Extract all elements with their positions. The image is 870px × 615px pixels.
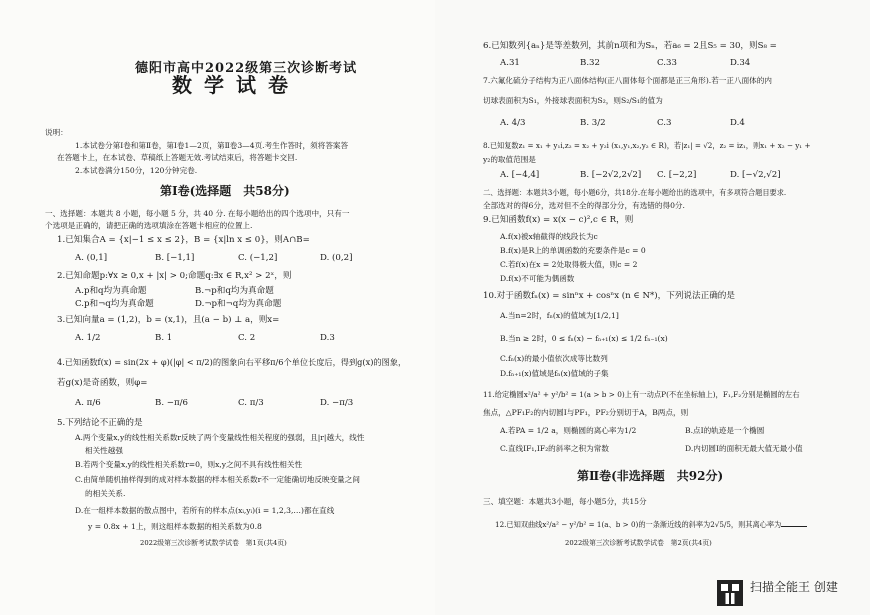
q9-option-a: A.f(x)被x轴截得的线段长为c (500, 232, 598, 241)
q7-option-c: C.3 (657, 118, 672, 128)
q6-option-c: C.33 (657, 58, 677, 68)
q8-option-b: B. [−2√2,2√2] (580, 170, 642, 180)
q2-option-c: C.p和¬q均为真命题 (75, 299, 154, 309)
q1-option-a: A. (0,1] (75, 253, 108, 263)
q7-option-d: D.4 (730, 118, 745, 128)
question-12 (495, 518, 807, 530)
q5-option-b: B.若两个变量x,y的线性相关系数r=0，则x,y之间不具有线性相关性 (75, 460, 303, 469)
q6-option-d: D.34 (730, 58, 751, 68)
question-11a: 11.给定椭圆x²/a² + y²/b² = 1(a > b > 0)上有一动点P(不在坐标轴上)，F₁,F₂分别是椭圆的左右 (483, 390, 800, 399)
q1-option-d: D. (0,2] (320, 253, 353, 263)
q3-option-d: D.3 (320, 333, 335, 343)
question-6: 6.已知数列{aₙ}是等差数列，其前n项和为Sₙ，若a₆ = 2且S₅ = 30，则S₈ = (483, 41, 777, 51)
note-1a: 1.本试卷分第Ⅰ卷和第Ⅱ卷，第Ⅰ卷1—2页，第Ⅱ卷3—4页.考生作答时，须将答案答 (75, 141, 349, 150)
q4-option-c: C. π/3 (238, 398, 264, 408)
q4-option-a: A. π/6 (75, 398, 101, 408)
note-2: 2.本试卷满分150分，120分钟完卷. (75, 166, 198, 175)
q4-option-d: D. −π/3 (320, 398, 354, 408)
exam-page-right (435, 0, 870, 615)
q5-option-c1: C.由简单随机抽样得到的成对样本数据的样本相关系数r不一定能确切地反映变量之间 (75, 475, 360, 484)
question-7a: 7.六氟化硫分子结构为正八面体结构(正八面体每个面都是正三角形).若一正八面体的内 (483, 76, 772, 85)
q6-option-b: B.32 (580, 58, 600, 68)
question-8b: y₂的取值范围是 (483, 155, 536, 164)
q10-option-b: B.当n ≥ 2时，0 ≤ fₙ(x) − fₙ₊₁(x) ≤ 1/2 fₙ₋₁(x) (500, 334, 668, 343)
page-footer-1: 2022级第三次诊断考试数学试卷 第1页(共4页) (140, 539, 287, 547)
q2-option-a: A.p和q均为真命题 (75, 286, 147, 296)
question-9: 9.已知函数f(x) = x(x − c)²,c ∈ R，则 (483, 215, 634, 225)
notes-label: 说明： (45, 128, 68, 137)
question-3: 3.已知向量a = (1,2)，b = (x,1)，且(a − b) ⊥ a，则x= (57, 315, 280, 325)
q6-option-a: A.31 (500, 58, 520, 68)
q11-option-c: C.直线IF₁,IF₂的斜率之积为常数 (500, 444, 609, 453)
q2-option-b: B.¬p和q均为真命题 (195, 286, 274, 296)
q3-option-b: B. 1 (155, 333, 173, 343)
q9-option-b: B.f(x)是R上的单调函数的充要条件是c = 0 (500, 246, 646, 255)
question-4a: 4.已知函数f(x) = sin(2x + φ)(|φ| < π/2)的图象向右平移π/6个单位长度后，得到g(x)的图象， (57, 357, 407, 367)
question-5: 5.下列结论不正确的是 (57, 418, 143, 428)
question-1: 1.已知集合A = {x|−1 ≤ x ≤ 2}，B = {x|ln x ≤ 0}，则A∩B= (57, 235, 310, 245)
q8-option-d: D. [−√2,√2] (730, 170, 781, 180)
q10-option-c: C.fₙ(x)的最小值依次成等比数列 (500, 354, 608, 363)
question-2: 2.已知命题p:∀x ≥ 0,x + |x| > 0;命题q:∃x ∈ R,x² > 2ˣ，则 (57, 271, 292, 281)
q5-option-c2: 的相关关系. (85, 489, 126, 498)
qr-code-icon (717, 580, 743, 606)
q7-option-b: B. 3/2 (580, 118, 606, 128)
part-2-instructions-b: 全部选对的得6分，选对但不全的得部分分，有选错的得0分. (483, 201, 685, 210)
part-2-instructions-a: 二、选择题：本题共3小题，每小题6分，共18分.在每小题给出的选项中，有多项符合题目要求. (483, 188, 787, 197)
section-2-heading: 第Ⅱ卷(非选择题 共92分) (577, 469, 724, 483)
subject-title: 数学试卷 (172, 73, 300, 97)
part-1-instructions-a: 一、选择题：本题共 8 小题，每小题 5 分，共 40 分. 在每小题给出的四个选项中，只有一 (45, 209, 350, 218)
q11-option-d: D.内切圆I的面积无最大值无最小值 (685, 444, 803, 453)
q1-option-b: B. [−1,1] (155, 253, 195, 263)
question-11b: 焦点，△PF₁F₂的内切圆I与PF₁，PF₂分别切于A，B两点，则 (483, 408, 689, 417)
scanner-watermark: 扫描全能王 创建 (750, 580, 838, 594)
question-10: 10.对于函数fₙ(x) = sinⁿx + cosⁿx (n ∈ N*)，下列说法正确的是 (483, 291, 735, 301)
note-1b: 在答题卡上，在本试卷、草稿纸上答题无效.考试结束后，将答题卡交回. (57, 153, 298, 162)
question-12-text: 12.已知双曲线x²/a² − y²/b² = 1(a、b > 0)的一条渐近线的斜率为2√5/5，则其离心率为 (495, 520, 782, 529)
q7-option-a: A. 4/3 (500, 118, 526, 128)
q5-option-a1: A.两个变量x,y的线性相关系数r反映了两个变量线性相关程度的强弱，且|r|越大，线性 (75, 433, 365, 442)
q1-option-c: C. (−1,2] (238, 253, 278, 263)
q3-option-a: A. 1/2 (75, 333, 101, 343)
q8-option-c: C. [−2,2] (657, 170, 697, 180)
q5-option-a2: 相关性越强 (85, 446, 123, 455)
page-footer-2: 2022级第三次诊断考试数学试卷 第2页(共4页) (565, 539, 712, 547)
part-3-instructions: 三、填空题：本题共3小题，每小题5分，共15分 (483, 497, 647, 506)
question-4b: 若g(x)是奇函数，则φ= (57, 378, 148, 388)
q10-option-a: A.当n=2时，fₙ(x)的值域为[1/2,1] (500, 311, 619, 320)
q11-option-a: A.若PA = 1/2 a，则椭圆的离心率为1/2 (500, 426, 637, 435)
q4-option-b: B. −π/6 (155, 398, 188, 408)
q9-option-d: D.f(x)不可能为偶函数 (500, 274, 575, 283)
q11-option-b: B.点I的轨迹是一个椭圆 (685, 426, 765, 435)
question-8a: 8.已知复数z₁ = x₁ + y₁i,z₂ = x₂ + y₂i (x₁,y₁,x₂,y₂ ∈ R)，若|z₁| = √2，z₂ = iz₁，则x₁ + x₂ − y₁ + (483, 141, 811, 150)
q2-option-d: D.¬p和¬q均为真命题 (195, 299, 282, 309)
school-title: 德阳市高中2022级第三次诊断考试 (135, 61, 358, 76)
q9-option-c: C.若f(x)在x = 2处取得极大值，则c = 2 (500, 260, 638, 269)
q8-option-a: A. [−4,4] (500, 170, 540, 180)
section-1-heading: 第Ⅰ卷(选择题 共58分) (160, 184, 290, 198)
answer-blank (781, 518, 807, 527)
question-7b: 切球表面积为S₁，外接球表面积为S₂，则S₂/S₁的值为 (483, 96, 663, 105)
q10-option-d: D.fₙ₊₁(x)值域是fₙ(x)值域的子集 (500, 369, 609, 378)
part-1-instructions-b: 个选项是正确的，请把正确的选项填涂在答题卡相应的位置上. (45, 221, 253, 230)
q3-option-c: C. 2 (238, 333, 256, 343)
q5-option-d2: y = 0.8x + 1上，则这组样本数据的相关系数为0.8 (88, 522, 262, 531)
q5-option-d1: D.在一组样本数据的散点图中，若所有的样本点(xᵢ,yᵢ)(i = 1,2,3,…)都在直线 (75, 506, 335, 515)
